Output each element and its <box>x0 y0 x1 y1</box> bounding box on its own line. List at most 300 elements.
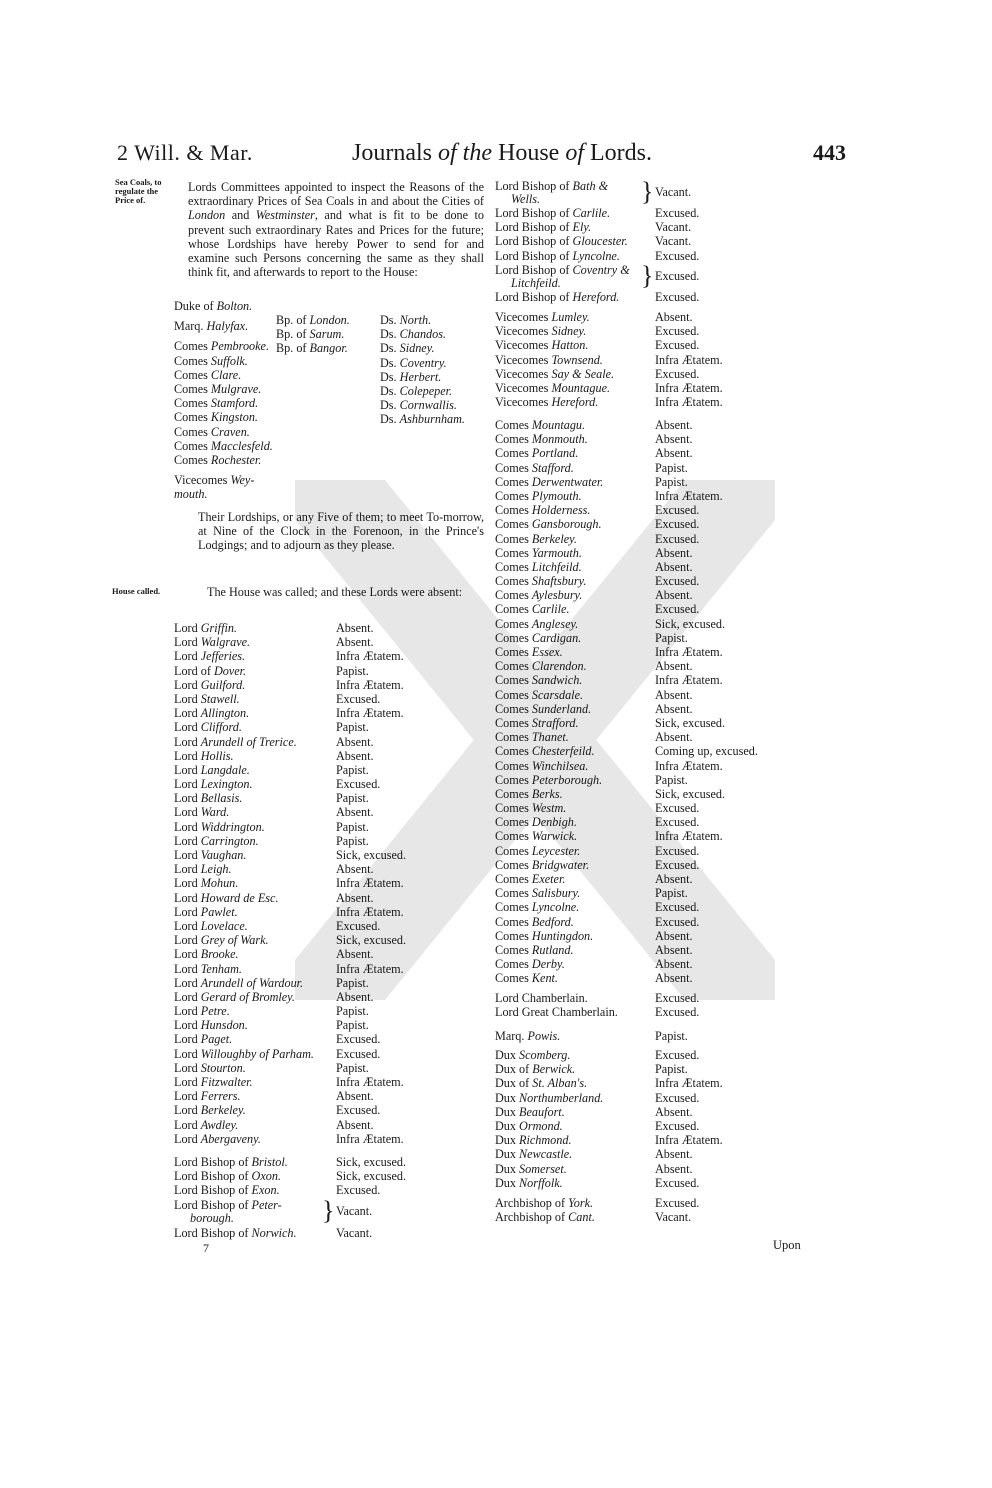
lord-name <box>174 720 242 734</box>
lord-title: Comes <box>495 588 532 603</box>
bishop-hereford-entry <box>495 290 815 304</box>
lord-name <box>495 957 565 971</box>
attendance-status: Absent. <box>655 559 693 574</box>
running-head-regnal-year: 2 Will. & Mar. <box>117 140 253 165</box>
attendance-status: Sick, excused. <box>336 848 407 862</box>
attendance-status: Vacant. <box>655 234 692 249</box>
list-item <box>174 649 484 663</box>
lord-name <box>380 412 465 426</box>
list-item <box>495 844 815 858</box>
attendance-status: Papist. <box>655 460 688 475</box>
lord-title: Lord <box>174 621 201 635</box>
lord-name <box>174 649 245 663</box>
lord-title: Comes <box>174 410 211 425</box>
lord-title: Comes <box>495 772 532 787</box>
lord-name <box>380 327 446 341</box>
list-item <box>174 1089 484 1103</box>
lord-title: Ds. <box>380 383 400 398</box>
list-item <box>174 749 484 763</box>
lord-name <box>174 1132 261 1146</box>
lord-title: Dux of <box>495 1076 533 1091</box>
list-item <box>174 678 484 692</box>
list-item <box>174 487 284 501</box>
attendance-status: Excused. <box>655 574 700 589</box>
lord-name <box>174 339 269 353</box>
house-called-paragraph: The House was called; and these Lords were absent: <box>207 585 463 599</box>
attendance-status: Papist. <box>336 1060 369 1075</box>
lord-title: Comes <box>495 531 532 546</box>
lord-title: Lord <box>174 862 201 877</box>
lord-place: Strafford. <box>531 715 579 730</box>
attendance-status: Absent. <box>336 635 374 650</box>
lord-title: Dux <box>495 1133 520 1148</box>
lord-title: Comes <box>495 744 532 759</box>
list-item <box>495 645 815 659</box>
lord-name <box>174 354 248 368</box>
list-item <box>380 370 490 384</box>
list-item <box>495 574 815 588</box>
lord-place: London. <box>309 313 350 327</box>
lord-place: Willoughby of Parham. <box>200 1046 314 1061</box>
lord-name <box>174 1169 281 1183</box>
lord-place: Sarum. <box>309 327 345 342</box>
attendance-status: Coming up, excused. <box>655 744 758 759</box>
lord-name <box>495 1048 570 1062</box>
lord-name <box>174 848 246 862</box>
lord-name <box>174 678 245 692</box>
lord-title: Comes <box>495 687 532 702</box>
list-item <box>174 834 484 848</box>
lord-name <box>174 1032 232 1046</box>
attendance-status: Excused. <box>655 914 700 929</box>
lord-title: Lord <box>174 1117 201 1132</box>
lord-place: Tenham. <box>200 961 242 976</box>
list-item <box>495 532 815 546</box>
lord-place: Berkeley. <box>531 531 577 546</box>
lord-place: Sunderland. <box>531 701 592 716</box>
lord-title: Bp. of <box>276 327 310 342</box>
lord-place: Guilford. <box>200 677 246 692</box>
lord-place: York. <box>568 1196 594 1210</box>
lord-name <box>495 730 569 744</box>
list-item <box>380 398 490 412</box>
lord-name <box>174 299 252 313</box>
lord-place: Dover. <box>213 663 247 678</box>
list-item <box>495 353 815 367</box>
lord-place: Gloucester. <box>572 234 628 249</box>
attendance-status: Absent. <box>655 1104 693 1119</box>
list-item <box>495 1119 815 1133</box>
lord-place: Coventry & <box>572 263 630 277</box>
lord-title: Bp. of <box>276 341 310 356</box>
list-item <box>495 381 815 395</box>
lord-name <box>174 805 229 819</box>
lord-place: Rutland. <box>531 942 574 957</box>
attendance-status: Papist. <box>336 663 369 678</box>
attendance-status: Infra Ætatem. <box>655 395 723 410</box>
lord-title: Lord <box>174 947 201 962</box>
list-item <box>174 1075 484 1089</box>
list-item <box>174 425 284 439</box>
lord-name <box>380 356 447 370</box>
lord-place: Paget. <box>200 1032 233 1047</box>
committee-meeting-paragraph: Their Lordships, or any Five of them; to meet To-morrow, at Nine of the Clock in the Forenoon, in the Prince's Lodgings; and to adjourn as they please. <box>198 510 484 553</box>
attendance-status: Papist. <box>655 886 688 901</box>
lord-name <box>495 971 558 985</box>
lord-name <box>174 834 259 848</box>
lord-name <box>495 1162 567 1176</box>
lord-title: Lord Chamberlain. <box>495 991 588 1005</box>
attendance-status: Papist. <box>655 474 688 489</box>
lord-name <box>174 749 234 763</box>
lord-title: Lord Great Chamberlain. <box>495 1005 618 1020</box>
lord-title: Comes <box>495 517 532 532</box>
list-item <box>174 354 284 368</box>
list-item <box>495 1076 815 1090</box>
attendance-status: Excused. <box>655 602 700 617</box>
attendance-status: Absent. <box>336 734 374 749</box>
lord-name <box>174 905 238 919</box>
lord-name <box>174 763 250 777</box>
list-item <box>495 1133 815 1147</box>
list-item <box>174 805 484 819</box>
lord-title: Vicecomes <box>495 395 552 410</box>
lord-name <box>174 706 249 720</box>
lord-title: Ds. <box>380 341 400 356</box>
attendance-status: Absent. <box>655 730 693 745</box>
lord-name <box>174 1155 288 1169</box>
attendance-status: Absent. <box>336 989 374 1004</box>
lord-place: Monmouth. <box>531 432 588 447</box>
lord-title: Comes <box>495 801 532 816</box>
lord-place: Northumberland. <box>519 1090 604 1105</box>
lord-place: Hatton. <box>551 338 589 353</box>
attendance-status: Absent. <box>655 588 693 603</box>
lord-place: Derby. <box>531 957 565 972</box>
lord-name <box>495 517 602 531</box>
lord-name <box>174 487 208 501</box>
lord-title: Marq. <box>174 319 207 334</box>
list-item <box>495 432 815 446</box>
lord-name <box>495 574 586 588</box>
attendance-status: Infra Ætatem. <box>336 706 404 721</box>
attendance-status: Absent. <box>655 659 693 674</box>
attendance-status: Absent. <box>336 890 374 905</box>
lord-title: Lord <box>174 989 201 1004</box>
lord-name <box>495 858 589 872</box>
lord-title: Lord <box>174 904 201 919</box>
lord-place: Sidney. <box>399 341 435 356</box>
lord-title: Comes <box>174 438 211 453</box>
lord-place: Kingston. <box>210 410 258 425</box>
lord-place: Griffin. <box>200 621 237 635</box>
lord-name <box>495 1147 572 1161</box>
lord-title: Lord <box>174 1089 201 1104</box>
committee-intro-paragraph <box>188 180 484 279</box>
lord-title: Lord <box>174 777 201 792</box>
list-item <box>495 310 815 324</box>
bishop-norwich-entry <box>174 1226 484 1240</box>
attendance-status: Absent. <box>655 432 693 447</box>
lord-name <box>380 384 452 398</box>
lord-place: Thanet. <box>531 730 569 745</box>
lord-name <box>495 461 574 475</box>
lord-place: Lyncolne. <box>531 900 580 915</box>
lord-place: Carlile. <box>531 602 570 617</box>
attendance-status: Infra Ætatem. <box>655 1133 723 1148</box>
attendance-status: Infra Ætatem. <box>336 904 404 919</box>
list-item <box>495 290 815 304</box>
list-item <box>174 382 284 396</box>
attendance-status: Excused. <box>655 338 700 353</box>
left-lords-list <box>174 621 484 1146</box>
list-item <box>495 546 815 560</box>
lord-place: Lumley. <box>551 310 590 324</box>
list-item <box>174 339 284 353</box>
attendance-status: Absent. <box>655 928 693 943</box>
list-item <box>174 396 284 410</box>
list-item <box>174 820 484 834</box>
attendance-status: Infra Ætatem. <box>336 677 404 692</box>
lord-name <box>174 1075 253 1089</box>
committee-column-3 <box>380 313 490 427</box>
lord-title: Comes <box>495 602 532 617</box>
brace-glyph: } <box>641 261 654 290</box>
lord-place: Say & Seale. <box>551 366 615 381</box>
lord-place: Oxon. <box>251 1169 281 1184</box>
lord-name <box>174 396 258 410</box>
committee-column-1 <box>174 299 284 501</box>
lord-name <box>495 744 595 758</box>
lord-name <box>174 1118 238 1132</box>
lord-name <box>380 341 435 355</box>
running-head-title <box>352 140 652 167</box>
lord-place: Lyncolne. <box>572 248 620 263</box>
list-item <box>495 673 815 687</box>
lord-place: Ward. <box>200 805 230 820</box>
attendance-status: Vacant. <box>655 185 692 199</box>
lord-title: Comes <box>495 715 532 730</box>
attendance-status: Excused. <box>336 1032 381 1047</box>
bishop-peterborough-entry <box>174 1198 484 1228</box>
lord-name <box>495 900 579 914</box>
lord-title: Comes <box>495 673 532 688</box>
list-item <box>495 489 815 503</box>
lord-place: Somerset. <box>519 1161 567 1176</box>
lord-title: Vicecomes <box>495 310 552 324</box>
list-item <box>174 692 484 706</box>
list-item <box>495 801 815 815</box>
lord-title: Comes <box>174 367 211 382</box>
lord-place: Rochester. <box>210 452 262 467</box>
lord-name <box>495 220 591 234</box>
lord-place: Exon. <box>251 1183 280 1198</box>
lord-name <box>495 1133 572 1147</box>
brace-glyph: } <box>641 177 654 206</box>
list-item <box>495 858 815 872</box>
lord-place: Warwick. <box>531 829 578 844</box>
lord-name <box>174 820 265 834</box>
lord-place: Mulgrave. <box>210 381 262 396</box>
lord-place: Peterborough. <box>531 772 603 787</box>
lord-place: Bristol. <box>251 1155 288 1169</box>
lord-title: Dux of <box>495 1062 533 1077</box>
lord-title: Lord <box>174 819 201 834</box>
lord-title: Comes <box>495 574 532 589</box>
lord-name <box>495 1076 587 1090</box>
list-item <box>495 773 815 787</box>
lord-title: Lord Bishop of <box>495 263 573 277</box>
list-item <box>495 872 815 886</box>
brace-glyph: } <box>322 1196 335 1225</box>
list-item <box>495 475 815 489</box>
list-item <box>495 1048 815 1062</box>
attendance-status: Vacant. <box>336 1204 373 1218</box>
lord-place: Berkeley. <box>200 1103 246 1118</box>
lord-place: Awdley. <box>200 1117 239 1132</box>
attendance-status: Infra Ætatem. <box>655 645 723 659</box>
lord-name <box>276 341 348 355</box>
lord-title: Lord <box>174 1004 201 1019</box>
lord-place: Newcastle. <box>519 1147 573 1162</box>
list-item <box>174 1047 484 1061</box>
lord-title: Lord <box>174 833 201 848</box>
attendance-status: Excused. <box>655 1048 700 1062</box>
lord-name <box>495 716 579 730</box>
attendance-status: Absent. <box>655 310 693 324</box>
lord-place: Hereford. <box>551 395 599 410</box>
title-part: of the <box>432 140 498 166</box>
lord-name <box>495 915 574 929</box>
list-item <box>174 706 484 720</box>
lord-title: Comes <box>495 488 532 503</box>
attendance-status: Excused. <box>336 1183 381 1198</box>
lord-title: Lord <box>174 1018 201 1033</box>
lord-name <box>495 773 602 787</box>
list-item <box>495 249 815 263</box>
lord-title: Vicecomes <box>495 366 552 381</box>
lord-place: Essex. <box>531 645 563 659</box>
lord-title: Lord <box>174 677 201 692</box>
attendance-status: Absent. <box>336 748 374 763</box>
lord-name <box>174 876 238 890</box>
lord-place: Clare. <box>210 367 242 382</box>
lord-title: Lord <box>174 918 201 933</box>
attendance-status: Sick, excused. <box>655 616 726 631</box>
lord-place: Sandwich. <box>531 673 583 688</box>
lord-place: Vaughan. <box>200 848 247 862</box>
list-item <box>174 1132 484 1146</box>
attendance-status: Infra Ætatem. <box>336 649 404 664</box>
title-part: of <box>559 140 590 166</box>
attendance-status: Excused. <box>655 1175 700 1190</box>
list-item <box>495 971 815 985</box>
list-item <box>495 560 815 574</box>
list-item <box>380 313 490 327</box>
list-item <box>495 659 815 673</box>
lord-name <box>174 919 248 933</box>
list-item <box>276 341 376 355</box>
lord-name <box>174 635 250 649</box>
lord-place: Berks. <box>531 786 563 801</box>
list-item <box>174 1004 484 1018</box>
lord-place: Bedford. <box>531 914 574 929</box>
lord-name <box>380 398 457 412</box>
list-item <box>276 313 376 327</box>
bishop-coventry-litchfeild-entry <box>495 263 815 293</box>
attendance-status: Absent. <box>655 942 693 957</box>
list-item <box>174 976 484 990</box>
list-item <box>174 735 484 749</box>
list-item <box>495 206 815 220</box>
lord-name <box>495 475 603 489</box>
list-item <box>495 461 815 475</box>
margin-note-house-called: House called. <box>112 586 161 596</box>
list-item <box>174 862 484 876</box>
lord-title: Ds. <box>380 369 400 384</box>
lord-place: Stafford. <box>531 460 574 475</box>
list-item <box>495 234 815 248</box>
attendance-status: Absent. <box>655 446 693 461</box>
lord-place: Arundell of Trerice. <box>200 734 297 749</box>
lord-title: Comes <box>495 900 532 915</box>
lord-place: Wey- <box>230 473 255 488</box>
lord-name <box>495 688 583 702</box>
lord-title: Lord <box>174 975 201 990</box>
lord-title: Duke of <box>174 299 217 313</box>
right-viscounts-list <box>495 310 815 409</box>
lord-name <box>495 560 582 574</box>
attendance-status: Excused. <box>655 248 700 263</box>
lord-place: Coventry. <box>399 355 447 370</box>
lord-name <box>495 546 582 560</box>
list-item <box>174 1103 484 1117</box>
attendance-status: Papist. <box>336 975 369 990</box>
lord-title: Comes <box>174 424 211 439</box>
lord-place: Huntingdon. <box>531 928 594 943</box>
lord-place: Leigh. <box>200 862 232 877</box>
list-item <box>174 848 484 862</box>
lord-name <box>495 659 587 673</box>
lord-name <box>495 432 588 446</box>
lord-place: Ormond. <box>519 1118 563 1133</box>
right-dukes-list <box>495 1048 815 1190</box>
lord-place: Clarendon. <box>531 659 587 674</box>
lord-title: Comes <box>495 460 532 475</box>
lord-title: Comes <box>495 815 532 830</box>
lord-title: Archbishop of <box>495 1196 569 1210</box>
lord-title: Comes <box>495 630 532 645</box>
lord-place: Howard de Esc. <box>200 890 279 905</box>
attendance-status: Absent. <box>655 971 693 986</box>
list-item <box>174 891 484 905</box>
lord-name <box>495 1029 560 1043</box>
attendance-status: Absent. <box>655 545 693 560</box>
lord-place: Chandos. <box>399 327 447 342</box>
lord-title: Lord <box>174 1032 201 1047</box>
lord-place: Carrington. <box>200 833 259 848</box>
page-number: 443 <box>813 140 846 165</box>
bishop-bath-wells-entry <box>495 179 815 209</box>
lord-name <box>174 976 303 990</box>
attendance-status: Absent. <box>655 1147 693 1162</box>
lord-name <box>174 692 240 706</box>
attendance-status: Absent. <box>336 621 374 635</box>
attendance-status: Absent. <box>336 947 374 962</box>
attendance-status: Excused. <box>655 206 700 220</box>
lord-name <box>495 815 577 829</box>
lord-title: Lord <box>174 762 201 777</box>
